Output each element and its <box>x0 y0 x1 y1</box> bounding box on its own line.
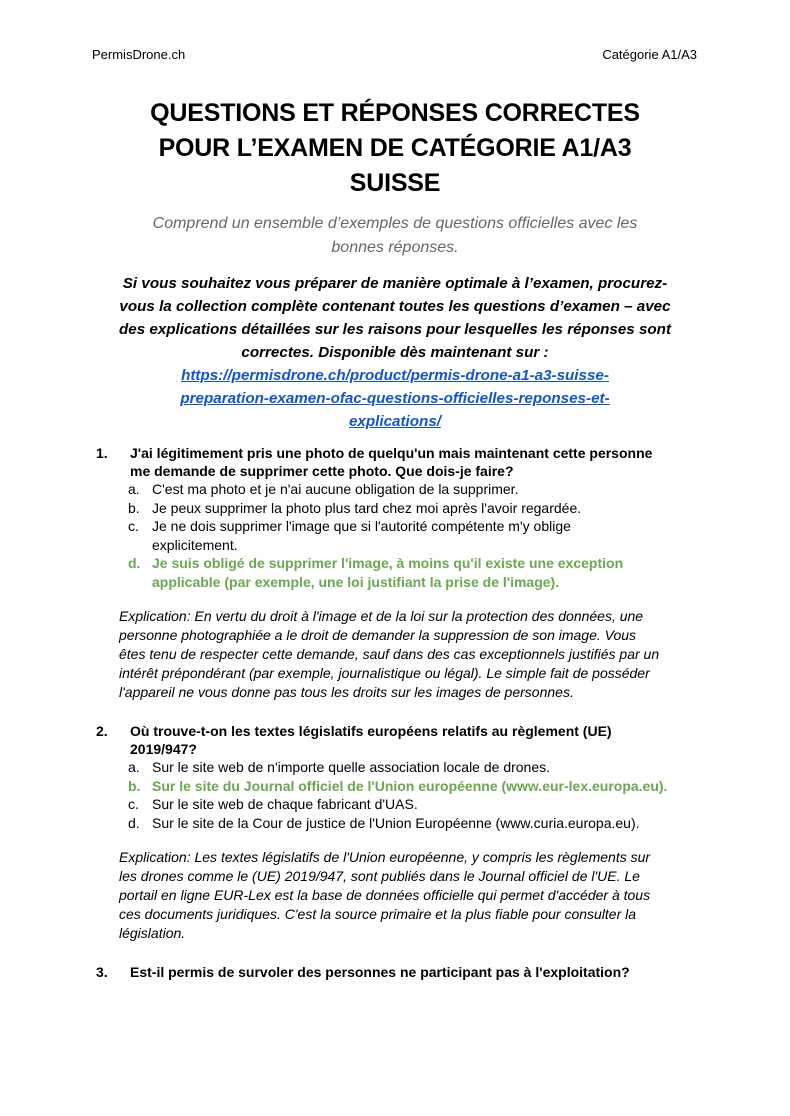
question-text-line: me demande de supprimer cette photo. Que dois-je faire? <box>130 463 514 479</box>
explanation-line: êtes tenu de respecter cette demande, sauf dans des cas exceptionnels justifiés par un <box>119 646 660 662</box>
question-text-line: Où trouve-t-on les textes législatifs européens relatifs au règlement (UE) <box>130 723 612 739</box>
explanation-line: intérêt prépondérant (par exemple, journalistique ou légal). Le simple fait de posséder <box>119 665 650 681</box>
answer-letter: c. <box>128 796 139 812</box>
answer-letter: a. <box>128 759 140 775</box>
question-text-line: 2019/947? <box>130 741 197 757</box>
explanation <box>96 607 706 702</box>
question-number: 2. <box>96 723 108 739</box>
explanation-line: Explication: En vertu du droit à l'image et de la loi sur la protection des données, une <box>119 608 644 624</box>
answer-option <box>96 758 706 777</box>
explanation-line: l'appareil ne vous donne pas tous les droits sur les images de personnes. <box>119 684 574 700</box>
answer-text: Sur le site du Journal officiel de l'Union européenne (www.eur-lex.europa.eu). <box>152 777 668 794</box>
title-line: SUISSE <box>349 169 441 197</box>
question-text <box>96 722 706 758</box>
question-text <box>96 444 706 480</box>
subtitle-line: bonnes réponses. <box>331 239 459 256</box>
category-label: Catégorie A1/A3 <box>602 47 697 62</box>
promo-line: Si vous souhaitez vous préparer de manière optimale à l’examen, procurez- <box>122 275 668 292</box>
answer-text: Sur le site de la Cour de justice de l'Union Européenne (www.curia.europa.eu). <box>152 814 640 831</box>
answer-text: Sur le site web de chaque fabricant d'UAS. <box>152 796 418 812</box>
answer-letter: d. <box>128 555 141 571</box>
answer-text-line: applicable (par exemple, une loi justifiant la prise de l'image). <box>152 573 560 590</box>
answer-text: Sur le site web de n'importe quelle association locale de drones. <box>152 759 551 775</box>
answer-letter: d. <box>128 814 140 831</box>
answer-list <box>96 480 706 591</box>
subtitle-line: Comprend un ensemble d’exemples de questions officielles avec les <box>152 215 638 232</box>
explanation-line: personne photographiée a le droit de demander la suppression de son image. Vous <box>119 627 637 643</box>
question-list <box>96 444 706 981</box>
answer-option <box>96 814 706 833</box>
explanation-line: législation. <box>119 925 186 941</box>
answer-text: C'est ma photo et je n'ai aucune obligation de la supprimer. <box>152 481 519 497</box>
answer-option <box>96 480 706 499</box>
answer-letter: c. <box>128 518 139 534</box>
promo-paragraph <box>90 272 700 433</box>
title-line: QUESTIONS ET RÉPONSES CORRECTES <box>150 99 640 127</box>
answer-option <box>96 795 706 814</box>
answer-text-line: Je ne dois supprimer l'image que si l'autorité compétente m'y oblige <box>152 518 571 534</box>
explanation-line: portail en ligne EUR-Lex est la base de données officielle qui permet d'accéder à tous <box>119 887 651 903</box>
promo-line: correctes. Disponible dès maintenant sur : <box>241 344 549 361</box>
site-name: PermisDrone.ch <box>92 47 186 62</box>
question-text-line: Est-il permis de survoler des personnes ne participant pas à l'exploitation? <box>130 964 630 980</box>
question-text <box>96 963 706 981</box>
question-3 <box>96 963 706 981</box>
answer-text-line: Je suis obligé de supprimer l'image, à moins qu'il existe une exception <box>152 555 624 571</box>
answer-text: Je peux supprimer la photo plus tard chez moi après l'avoir regardée. <box>152 499 582 516</box>
correct-answer-option <box>96 777 706 796</box>
answer-option <box>96 499 706 518</box>
answer-list <box>96 758 706 832</box>
explanation <box>96 848 706 943</box>
answer-option <box>96 517 706 554</box>
promo-line: vous la collection complète contenant toutes les questions d’examen – avec <box>119 298 671 315</box>
explanation-line: les drones comme le (UE) 2019/947, sont publiés dans le Journal officiel de l'UE. Le <box>119 868 640 884</box>
question-text-line: J'ai légitimement pris une photo de quelqu'un mais maintenant cette personne <box>130 445 653 461</box>
page-title <box>60 96 730 201</box>
title-line: POUR L’EXAMEN DE CATÉGORIE A1/A3 <box>158 134 632 162</box>
question-number: 3. <box>96 964 108 980</box>
product-link[interactable] <box>90 364 700 433</box>
question-2 <box>96 722 706 943</box>
explanation-line: Explication: Les textes législatifs de l'Union européenne, y compris les règlements sur <box>119 849 651 865</box>
subtitle <box>100 212 690 260</box>
promo-line: des explications détaillées sur les raisons pour lesquelles les réponses sont <box>118 321 672 338</box>
question-1 <box>96 444 706 702</box>
answer-text-line: explicitement. <box>152 536 238 553</box>
explanation-line: ces documents juridiques. C'est la source primaire et la plus fiable pour consulter la <box>119 906 637 922</box>
question-number: 1. <box>96 445 108 461</box>
product-link-line[interactable]: preparation-examen-ofac-questions-officielles-reponses-et- <box>180 390 610 407</box>
correct-answer-option <box>96 554 706 591</box>
answer-letter: b. <box>128 777 141 794</box>
product-link-line[interactable]: explications/ <box>348 413 441 430</box>
product-link-line[interactable]: https://permisdrone.ch/product/permis-drone-a1-a3-suisse- <box>181 367 609 384</box>
answer-letter: b. <box>128 499 140 516</box>
answer-letter: a. <box>128 481 140 497</box>
